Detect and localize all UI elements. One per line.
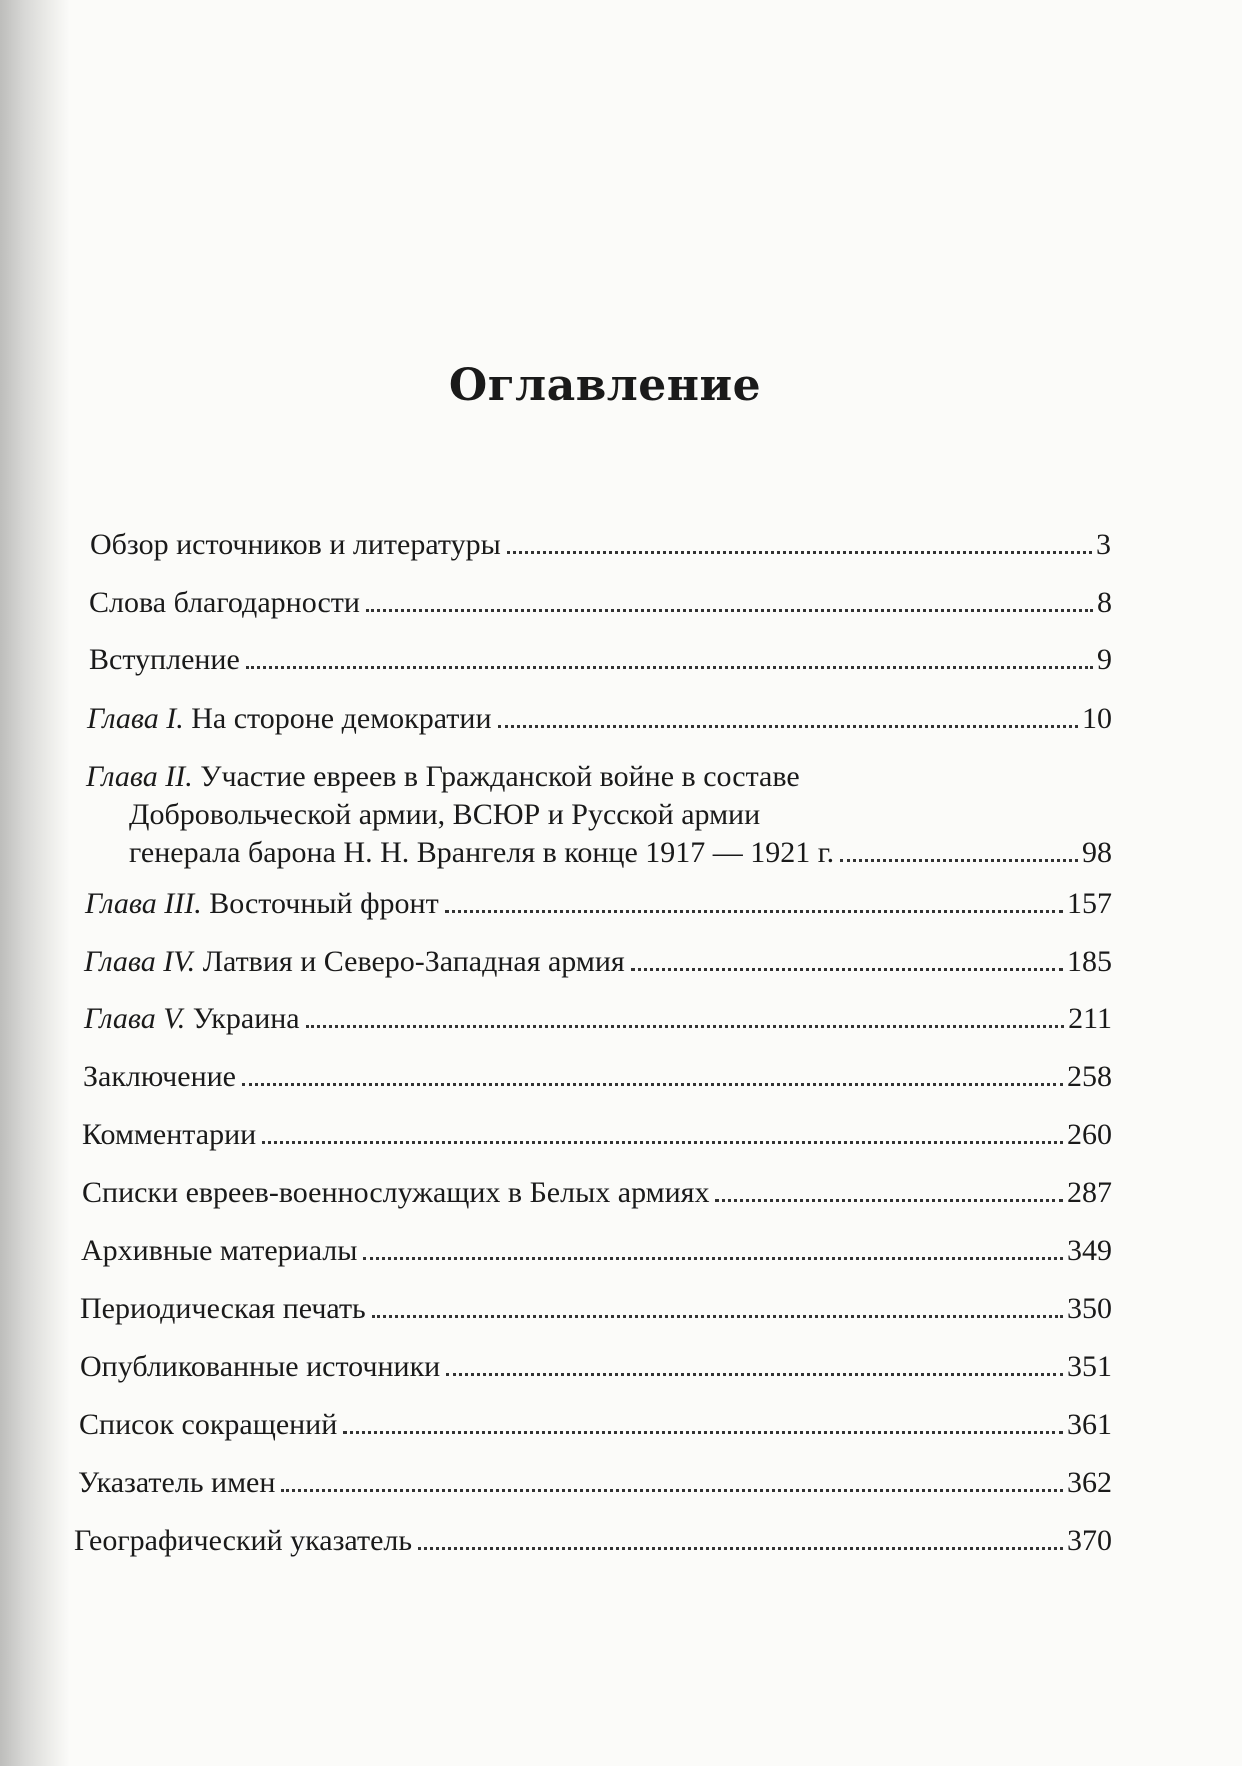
toc-entry-title: Заключение (83, 1060, 236, 1093)
dot-leader (343, 1431, 1063, 1434)
chapter-label: Глава V. (84, 1002, 186, 1035)
dot-leader (418, 1547, 1063, 1550)
toc-entry (86, 758, 1112, 872)
toc-entry-title: Географический указатель (74, 1524, 413, 1557)
toc-entry (80, 1348, 1112, 1386)
toc-entry-title: Восточный фронт (209, 887, 439, 920)
toc-entry (82, 1174, 1112, 1212)
toc-entry-page: 9 (1097, 643, 1112, 676)
toc-entry-page: 258 (1067, 1060, 1112, 1093)
toc-entry (80, 1290, 1112, 1328)
dot-leader (498, 725, 1078, 728)
toc-entry-title: Латвия и Северо-Западная армия (202, 945, 625, 978)
page-title: Оглавление (448, 360, 762, 411)
toc-entry-title: Обзор источников и литературы (90, 528, 501, 561)
toc-entry-page: 8 (1097, 586, 1112, 619)
toc-entry (83, 1058, 1112, 1096)
dot-leader (840, 859, 1078, 862)
toc-entry-title: Список сокращений (79, 1408, 338, 1441)
chapter-label: Глава III. (85, 887, 202, 920)
dot-leader (715, 1199, 1063, 1202)
toc-entry (84, 1000, 1112, 1038)
chapter-label: Глава I. (87, 702, 184, 735)
toc-entry-page: 211 (1068, 1002, 1112, 1035)
dot-leader (306, 1025, 1064, 1028)
toc-entry-page: 260 (1067, 1118, 1112, 1151)
toc-entry (82, 1116, 1112, 1154)
toc-entry (85, 885, 1112, 923)
toc-entry (89, 584, 1112, 622)
toc-entry (87, 700, 1112, 738)
toc-entry-title-line3: генерала барона Н. Н. Врангеля в конце 1917 — 1921 г. (129, 836, 835, 869)
toc-entry (78, 1464, 1112, 1502)
dot-leader (631, 968, 1063, 971)
dot-leader (372, 1315, 1063, 1318)
dot-leader (363, 1257, 1063, 1260)
toc-entry-page: 349 (1067, 1234, 1112, 1267)
chapter-label: Глава IV. (84, 945, 196, 978)
toc-entry (90, 526, 1111, 564)
toc-entry-page: 185 (1067, 945, 1112, 978)
toc-entry (81, 1232, 1112, 1270)
toc-entry-page: 350 (1067, 1292, 1112, 1325)
dot-leader (507, 551, 1092, 554)
toc-entry-title: Украина (192, 1002, 300, 1035)
dot-leader (366, 609, 1093, 612)
toc-entry-title: Опубликованные источники (80, 1350, 441, 1383)
toc-entry-page: 157 (1067, 887, 1112, 920)
toc-entry-page: 351 (1067, 1350, 1112, 1383)
dot-leader (242, 1083, 1063, 1086)
toc-entry-title-line2: Добровольческой армии, ВСЮР и Русской армии (129, 798, 761, 831)
toc-entry-title: Списки евреев-военнослужащих в Белых армиях (82, 1176, 710, 1209)
toc-entry-title: На стороне демократии (191, 702, 492, 735)
toc-entry-title: Вступление (89, 643, 240, 676)
toc-entry (89, 641, 1112, 679)
toc-entry-page: 287 (1067, 1176, 1112, 1209)
toc-entry (74, 1522, 1112, 1560)
dot-leader (281, 1489, 1063, 1492)
toc-entry-title: Периодическая печать (80, 1292, 366, 1325)
toc-entry-title: Участие евреев в Гражданской войне в составе (200, 760, 800, 793)
toc-entry (84, 943, 1112, 981)
toc-entry (79, 1406, 1112, 1444)
dot-leader (262, 1141, 1063, 1144)
dot-leader (246, 666, 1093, 669)
dot-leader (445, 910, 1063, 913)
toc-entry-title: Указатель имен (78, 1466, 276, 1499)
toc-entry-page: 98 (1082, 836, 1112, 869)
toc-entry-title: Архивные материалы (81, 1234, 358, 1267)
toc-entry-page: 362 (1067, 1466, 1112, 1499)
toc-entry-page: 3 (1096, 528, 1111, 561)
toc-entry-page: 361 (1067, 1408, 1112, 1441)
toc-entry-title: Комментарии (82, 1118, 257, 1151)
toc-entry-page: 370 (1067, 1524, 1112, 1557)
dot-leader (446, 1373, 1063, 1376)
toc-entry-title: Слова благодарности (89, 586, 360, 619)
toc-entry-page: 10 (1082, 702, 1112, 735)
chapter-label: Глава II. (86, 760, 193, 793)
